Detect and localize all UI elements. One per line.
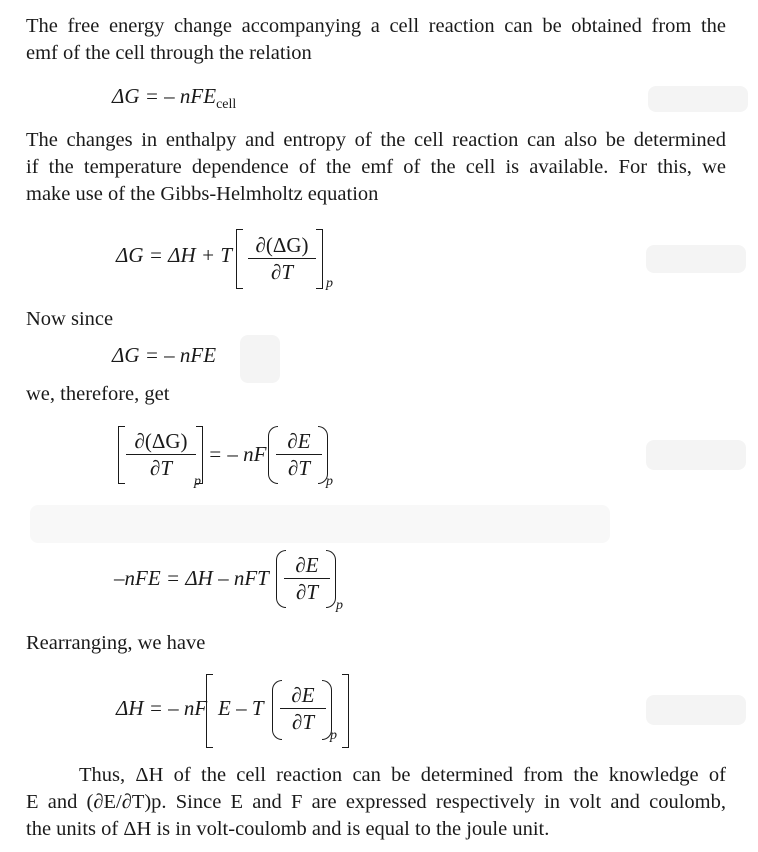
paragraph-enthalpy-entropy (26, 127, 726, 208)
scan-smudge (648, 86, 748, 112)
paragraph-intro (26, 13, 726, 67)
equation-derivative-relation (114, 422, 354, 494)
subscript-p: p (336, 598, 343, 613)
subscript-p: p (326, 474, 333, 489)
fraction (284, 552, 330, 605)
text-line: E and (∂E/∂T)p. Since E and F are expressed respectively in volt and coulomb, (26, 791, 726, 813)
text-line: Thus, ΔH of the cell reaction can be determined from the knowledge of (79, 764, 726, 786)
equation-text: ΔG = – nFE (112, 343, 217, 367)
denominator: ∂T (270, 260, 294, 284)
equation-dg-nfe (112, 343, 216, 368)
scan-smudge (240, 335, 280, 383)
fraction (280, 682, 326, 735)
fraction (276, 428, 322, 481)
numerator: ∂(ΔG) (126, 428, 196, 455)
scan-smudge (30, 505, 610, 543)
denominator: ∂T (149, 456, 173, 480)
equation-lhs: ΔG = – nFE (112, 84, 217, 108)
denominator: ∂T (287, 456, 311, 480)
paragraph-therefore (26, 381, 726, 408)
text-line: make use of the Gibbs-Helmholtz equation (26, 183, 379, 205)
numerator: ∂E (276, 428, 322, 455)
numerator: ∂E (284, 552, 330, 579)
subscript-p: p (330, 728, 337, 743)
right-parenthesis (326, 550, 336, 608)
text-line: The free energy change accompanying a cell reaction can be obtained from the (26, 15, 726, 37)
paragraph-now-since (26, 306, 726, 333)
fraction (248, 232, 316, 285)
text-line: Rearranging, we have (26, 632, 206, 654)
denominator: ∂T (295, 580, 319, 604)
numerator: ∂(ΔG) (248, 232, 316, 259)
numerator: ∂E (280, 682, 326, 709)
equation-lhs: ΔH = – nF (116, 696, 208, 720)
equation-enthalpy (116, 672, 366, 752)
left-bracket (118, 426, 125, 484)
scan-smudge (646, 245, 746, 273)
denominator: ∂T (291, 710, 315, 734)
equation-gibbs-helmholtz (116, 226, 336, 292)
text-line: the units of ΔH is in volt-coulomb and is equal to the joule unit. (26, 818, 550, 840)
text-line: The changes in enthalpy and entropy of the cell reaction can also be determined (26, 129, 726, 151)
left-bracket (236, 229, 243, 289)
equation-lhs: –nFE = ΔH – nFT (114, 566, 269, 590)
equation-middle: = – nF (208, 442, 267, 466)
subscript-cell: cell (216, 97, 237, 112)
scan-smudge (646, 695, 746, 725)
text-line: we, therefore, get (26, 383, 170, 405)
equation-inner: E – T (218, 696, 264, 720)
equation-lhs: ΔG = ΔH + T (116, 243, 233, 267)
subscript-p: p (326, 276, 333, 291)
text-line: Now since (26, 308, 114, 330)
equation-free-energy (112, 84, 237, 112)
text-line: if the temperature dependence of the emf of the cell is available. For this, we (26, 156, 726, 178)
fraction (126, 428, 196, 481)
scan-smudge (646, 440, 746, 470)
right-bracket (316, 229, 323, 289)
text-line: emf of the cell through the relation (26, 42, 312, 64)
right-bracket (342, 674, 349, 748)
paragraph-conclusion (26, 762, 726, 843)
equation-combined (114, 546, 364, 618)
paragraph-rearranging (26, 630, 726, 657)
left-bracket (206, 674, 213, 748)
subscript-p: p (194, 474, 201, 489)
